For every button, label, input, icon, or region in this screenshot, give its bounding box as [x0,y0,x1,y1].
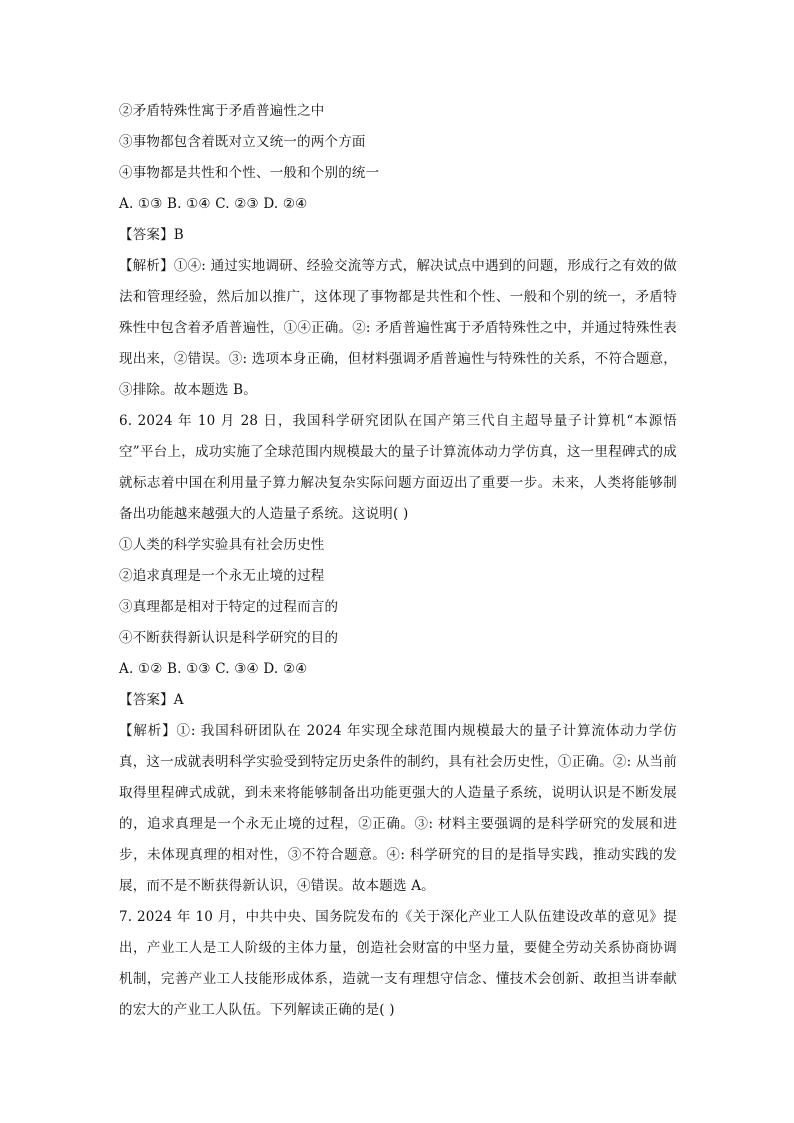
q6-option-item-1: ①人类的科学实验具有社会历史性 [119,537,325,553]
q5-answer: 【答案】B [119,227,184,243]
q6-answer: 【答案】A [119,692,184,708]
q5-option-item-4: ④事物都是共性和个性、一般和个别的统一 [119,165,380,181]
q6-option-item-4: ④不断获得新认识是科学研究的目的 [119,630,339,646]
q5-option-item-2: ②矛盾特殊性寓于矛盾普遍性之中 [119,103,325,119]
q6-choices: A. ①② B. ①③ C. ③④ D. ②④ [119,661,308,677]
q5-analysis: 【解析】①④: 通过实地调研、经验交流等方式，解决试点中遇到的问题，形成行之有效的做法和管理经验，然后加以推广，这体现了事物都是共性和个性、一般和个别的统一，矛盾特殊性中包含着矛盾普遍性，①④正确。②: 矛盾普遍性寓于矛盾特殊性之中，并通过特殊性表现出来，②错误。③: 选项本身正确，但材料强调矛盾普遍性与特殊性的关系，不符合题意，③排除。故本题选 B。 [119,258,677,398]
q6-option-item-2: ②追求真理是一个永无止境的过程 [119,568,325,584]
q6-option-item-3: ③真理都是相对于特定的过程而言的 [119,599,339,615]
q6-stem: 6. 2024 年 10 月 28 日，我国科学研究团队在国产第三代自主超导量子计算机“本源悟空”平台上，成功实施了全球范围内规模最大的量子计算流体动力学仿真，这一里程碑式的成就标志着中国在利用量子算力解决复杂实际问题方面迈出了重要一步。未来，人类将能够制备出功能越来越强大的人造量子系统。这说明( ) [119,413,677,522]
q5-choices: A. ①③ B. ①④ C. ②③ D. ②④ [119,196,308,212]
q6-analysis: 【解析】①: 我国科研团队在 2024 年实现全球范围内规模最大的量子计算流体动力学仿真，这一成就表明科学实验受到特定历史条件的制约，具有社会历史性，①正确。②: 从当前取得里程碑式成就，到未来将能够制备出功能更强大的人造量子系统，说明认识是不断发展的，追求真理是一个永无止境的过程，②正确。③: 材料主要强调的是科学研究的发展和进步，未体现真理的相对性，③不符合题意。④: 科学研究的目的是指导实践，推动实践的发展，而不是不断获得新认识，④错误。故本题选 A。 [119,723,677,894]
q5-option-item-3: ③事物都包含着既对立又统一的两个方面 [119,134,366,150]
page-content [119,96,677,1026]
q7-stem: 7. 2024 年 10 月，中共中央、国务院发布的《关于深化产业工人队伍建设改革的意见》提出，产业工人是工人阶级的主体力量，创造社会财富的中坚力量，要健全劳动关系协商协调机制，完善产业工人技能形成体系，造就一支有理想守信念、懂技术会创新、敢担当讲奉献的宏大的产业工人队伍。下列解读正确的是( ) [119,909,677,1018]
